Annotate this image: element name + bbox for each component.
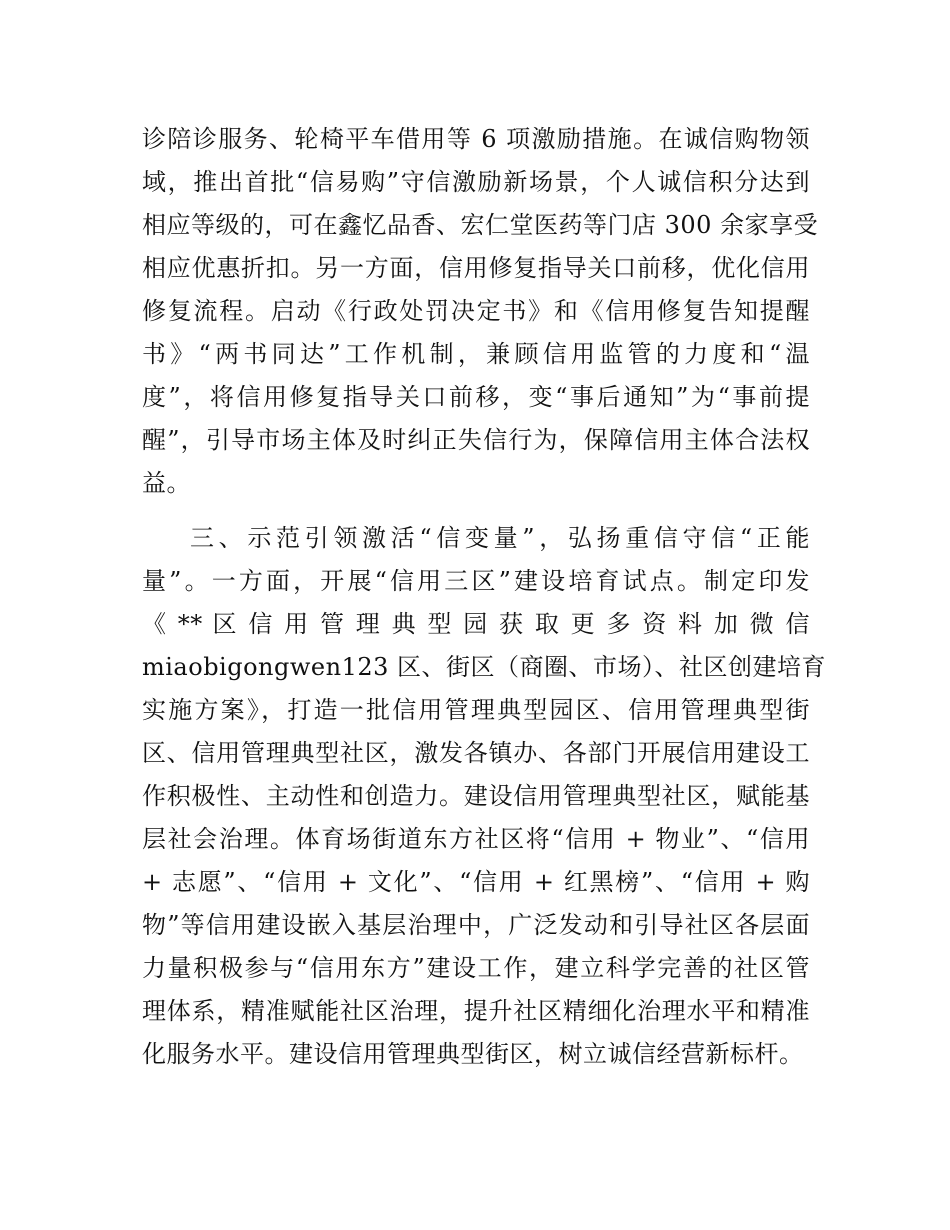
- paragraph-line: 修复流程。启动《行政处罚决定书》和《信用修复告知提醒: [142, 297, 810, 325]
- paragraph-line: 实施方案》，打造一批信用管理典型园区、信用管理典型街: [142, 696, 810, 724]
- paragraph-line: 物”等信用建设嵌入基层治理中，广泛发动和引导社区各层面: [142, 911, 810, 939]
- paragraph-line: 相应等级的，可在鑫忆品香、宏仁堂医药等门店 300 余家享受: [142, 211, 819, 239]
- paragraph-line: 益。: [142, 469, 191, 497]
- paragraph-line: 作积极性、主动性和创造力。建设信用管理典型社区，赋能基: [142, 782, 810, 810]
- paragraph-line: 三、示范引领激活“信变量”，弘扬重信守信“正能: [190, 524, 810, 552]
- paragraph-1: [142, 118, 819, 505]
- paragraph-line: 《 ** 区 信 用 管 理 典 型 园 获 取 更 多 资 料 加 微 信: [142, 610, 810, 638]
- paragraph-line: miaobigongwen123 区、街区（商圈、市场）、社区创建培育: [142, 653, 827, 681]
- paragraph-line: 度”，将信用修复指导关口前移，变“事后通知”为“事前提: [142, 383, 810, 411]
- paragraph-line: 相应优惠折扣。另一方面，信用修复指导关口前移，优化信用: [142, 254, 810, 282]
- paragraph-line: 理体系，精准赋能社区治理，提升社区精细化治理水平和精准: [142, 997, 810, 1025]
- paragraph-2: [142, 517, 827, 1076]
- paragraph-line: 醒”，引导市场主体及时纠正失信行为，保障信用主体合法权: [142, 426, 810, 454]
- paragraph-line: 区、信用管理典型社区，激发各镇办、各部门开展信用建设工: [142, 739, 810, 767]
- paragraph-line: 层社会治理。体育场街道东方社区将“信用 + 物业”、“信用: [142, 825, 810, 853]
- paragraph-line: 量”。一方面，开展“信用三区”建设培育试点。制定印发: [142, 567, 810, 595]
- paragraph-line: 力量积极参与“信用东方”建设工作，建立科学完善的社区管: [142, 954, 810, 982]
- paragraph-line: + 志愿”、“信用 + 文化”、“信用 + 红黑榜”、“信用 + 购: [142, 868, 810, 896]
- paragraph-line: 诊陪诊服务、轮椅平车借用等 6 项激励措施。在诚信购物领: [142, 125, 810, 153]
- paragraph-line: 书》“两书同达”工作机制，兼顾信用监管的力度和“温: [142, 340, 810, 368]
- paragraph-line: 化服务水平。建设信用管理典型街区，树立诚信经营新标杆。: [142, 1040, 804, 1068]
- paragraph-line: 域，推出首批“信易购”守信激励新场景，个人诚信积分达到: [142, 168, 810, 196]
